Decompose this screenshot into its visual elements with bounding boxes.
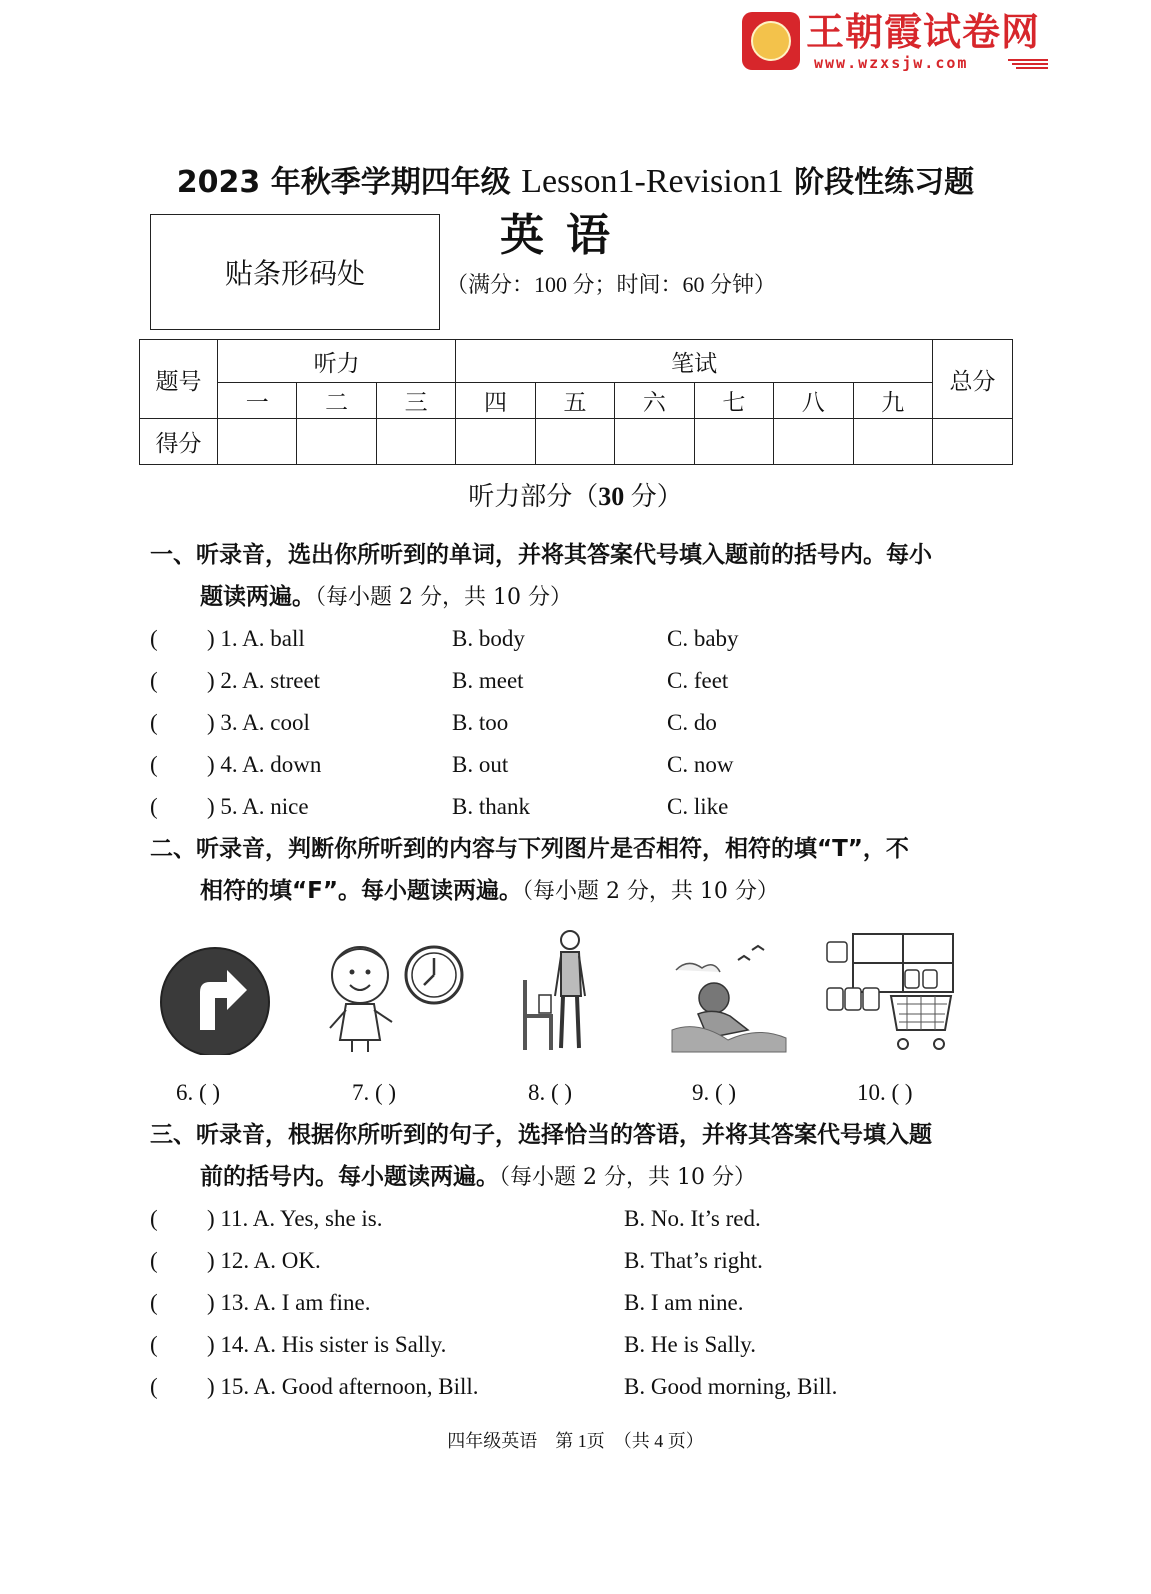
score-cell <box>615 419 694 465</box>
col-header: 九 <box>853 383 933 419</box>
question-row: ( ) 15. A. Good afternoon, Bill. B. Good morning, Bill. <box>150 1374 838 1399</box>
score-table <box>139 339 1013 465</box>
exam-title: 2023 年秋季学期四年级 Lesson1-Revision1 阶段性练习题 <box>176 163 975 200</box>
col-header: 二 <box>297 383 376 419</box>
col-header: 五 <box>535 383 614 419</box>
part1-instructions: 一、听录音，选出你所听到的单词，并将其答案代号填入题前的括号内。每小 题读两遍。（每小题 2 分，共 10 分） <box>150 542 932 610</box>
col-header: 七 <box>694 383 773 419</box>
col-header: 三 <box>376 383 455 419</box>
picture-label: 10. ( ) <box>857 1080 913 1105</box>
col-header: 八 <box>774 383 853 419</box>
question-row: ( ) 4. A. down B. out C. now <box>150 752 734 777</box>
col-header: 一 <box>218 383 297 419</box>
question-row: ( ) 2. A. street B. meet C. feet <box>150 668 729 693</box>
question-no-header: 题号 <box>140 340 218 419</box>
shop-and-cart-icon <box>823 930 958 1055</box>
barcode-box <box>150 214 440 330</box>
picture-label: 7. ( ) <box>352 1080 397 1105</box>
score-cell <box>297 419 376 465</box>
turn-right-sign-icon <box>155 930 275 1055</box>
barcode-label: 贴条形码处 <box>224 257 365 290</box>
col-header: 四 <box>456 383 535 419</box>
score-cell <box>535 419 614 465</box>
picture-label: 9. ( ) <box>692 1080 737 1105</box>
full-mark-info: （满分：100 分；时间：60 分钟） <box>446 272 777 297</box>
page-footer: 四年级英语 第 1页 （共 4 页） <box>447 1431 704 1451</box>
part2-instructions: 二、听录音，判断你所听到的内容与下列图片是否相符，相符的填“T”，不 相符的填“F”。每小题读两遍。（每小题 2 分，共 10 分） <box>150 836 909 904</box>
score-cell <box>774 419 853 465</box>
col-header: 六 <box>615 383 694 419</box>
score-cell <box>933 419 1013 465</box>
score-cell <box>218 419 297 465</box>
boy-in-park-icon <box>668 930 788 1055</box>
question-row: ( ) 12. A. OK. B. That’s right. <box>150 1248 763 1273</box>
question-row: ( ) 13. A. I am fine. B. I am nine. <box>150 1290 744 1315</box>
question-row: ( ) 5. A. nice B. thank C. like <box>150 794 729 819</box>
logo-lines-icon <box>1008 58 1048 70</box>
score-row-label: 得分 <box>140 419 218 465</box>
subject-title: 英语 <box>500 210 632 261</box>
score-cell <box>456 419 535 465</box>
picture-label: 6. ( ) <box>176 1080 221 1105</box>
score-cell <box>694 419 773 465</box>
question-row: ( ) 14. A. His sister is Sally. B. He is Sally. <box>150 1332 757 1357</box>
logo-emblem-icon <box>742 12 800 70</box>
score-cell <box>376 419 455 465</box>
boy-and-chair-icon <box>515 930 610 1055</box>
logo-url: www.wzxsjw.com <box>814 54 969 72</box>
logo-title: 王朝霞试卷网 <box>806 10 1041 54</box>
writing-header: 笔试 <box>456 340 933 383</box>
question-row: ( ) 11. A. Yes, she is. B. No. It’s red. <box>150 1206 761 1231</box>
listening-header: 听力 <box>218 340 456 383</box>
total-header: 总分 <box>933 340 1013 419</box>
listening-section-title: 听力部分（30 分） <box>468 482 683 511</box>
question-row: ( ) 3. A. cool B. too C. do <box>150 710 717 735</box>
site-logo <box>742 10 1052 72</box>
picture-label: 8. ( ) <box>528 1080 573 1105</box>
part3-instructions: 三、听录音，根据你所听到的句子，选择恰当的答语，并将其答案代号填入题 前的括号内。每小题读两遍。（每小题 2 分，共 10 分） <box>150 1122 932 1190</box>
score-cell <box>853 419 933 465</box>
girl-and-clock-icon <box>322 930 467 1055</box>
question-row: ( ) 1. A. ball B. body C. baby <box>150 626 739 651</box>
